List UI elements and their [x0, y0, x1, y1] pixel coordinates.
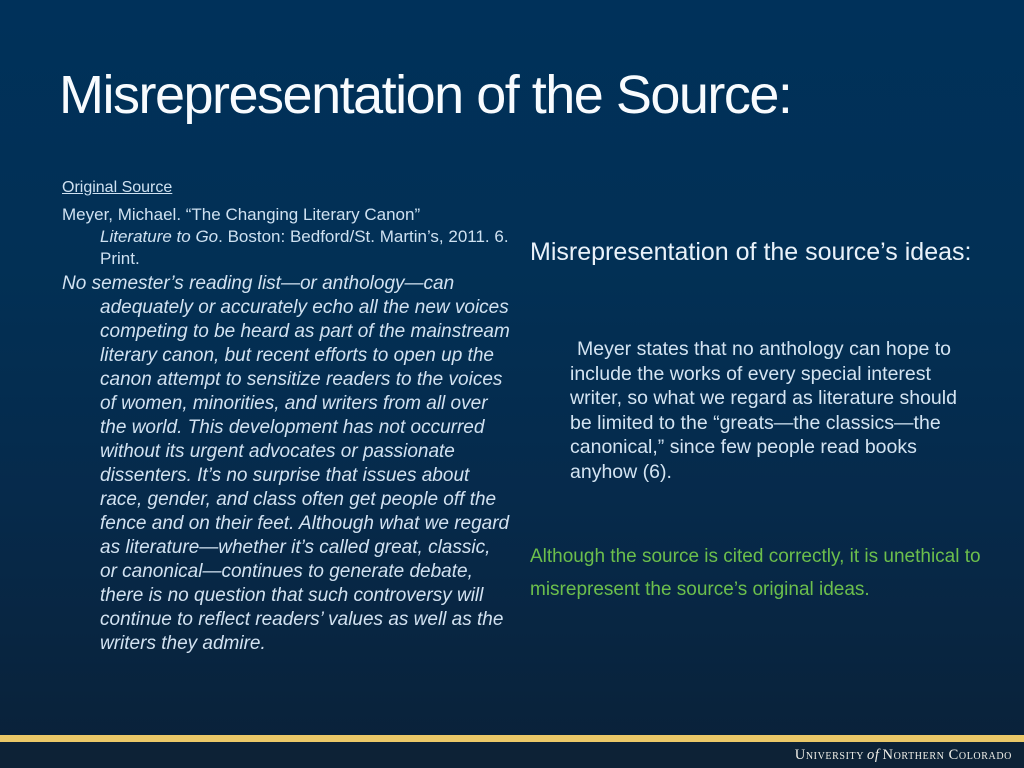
citation-line1: Meyer, Michael. “The Changing Literary Canon”: [62, 205, 421, 224]
northern-colorado-words: Northern Colorado: [882, 746, 1012, 763]
university-word: University: [794, 746, 865, 763]
misrepresentation-heading: Misrepresentation of the source’s ideas:: [530, 238, 972, 266]
slide-title: Misrepresentation of the Source:: [59, 65, 792, 125]
citation-work-title: Literature to Go: [100, 227, 219, 246]
ethics-note: Although the source is cited correctly, it is unethical to misrepresent the source’s original ideas.: [530, 546, 981, 600]
original-source-label: Original Source: [62, 179, 173, 196]
footer-band: [0, 742, 1024, 768]
university-wordmark: [795, 747, 1012, 764]
citation-continuation: [100, 226, 514, 270]
citation-rest: . Boston: Bedford/St. Martin’s, 2011. 6. Print.: [100, 227, 509, 268]
misrepresented-paraphrase: Meyer states that no anthology can hope to include the works of every special interest writer, so what we regard as literature should be limited to the “greats—the classics—the canonical,” since few people read books anyhow (6).: [570, 338, 957, 483]
of-word: of: [867, 746, 880, 763]
gold-divider: [0, 735, 1024, 742]
original-source-excerpt: No semester’s reading list—or anthology—can adequately or accurately echo all the new voices competing to be heard as part of the mainstream literary canon, but recent efforts to open up the canon attempt to sensitize readers to the voices of women, minorities, and writers from all over the world. This development has not occurred without its urgent advocates or passionate dissenters. It’s no surprise that issues about race, gender, and class often get people off the fence and on their feet. Although what we regard as literature—whether it’s called great, classic, or canonical—continues to generate debate, there is no question that such controversy will continue to reflect readers’ values as well as the writers they admire.: [62, 273, 510, 654]
mla-citation: [62, 204, 514, 270]
